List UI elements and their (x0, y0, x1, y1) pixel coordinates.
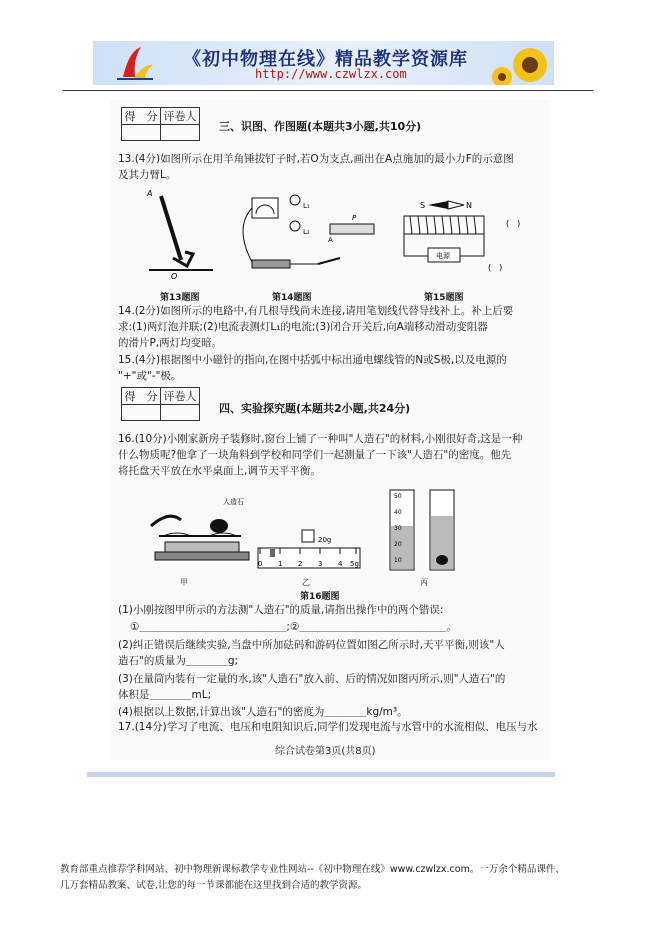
ruler-tick-4: 4 (338, 560, 343, 568)
fig16-caption: 第16题图 (300, 592, 340, 602)
question-15: 15.(4分)根据图中小磁针的指向,在图中括弧中标出通电螺线管的N或S极,以及电源的 "+"或"-"极。 (118, 354, 507, 382)
score-table (121, 107, 200, 141)
score-blank (122, 125, 161, 141)
cyl-tick-40: 40 (394, 509, 402, 516)
cyl-tick-10: 10 (394, 557, 402, 564)
weight-icon (302, 530, 314, 542)
figure-14-circuit (230, 188, 380, 273)
fig14-label-l1: L₁ (303, 202, 310, 210)
ruler-tick-3: 3 (318, 560, 323, 568)
score-cell: 得 分 (122, 108, 161, 125)
site-footer: 教育部重点推荐学科网站、初中物理新课标教学专业性网站--《初中物理在线》www.czwlzx.com。一万余个精品课件、 几万套精品教案、试卷,让您的每一节课都能在这里找到合适的教学资源。 (60, 864, 565, 891)
ruler-tick-2: 2 (298, 560, 303, 568)
fig14-label-a: A (328, 236, 333, 244)
section-4-title: 四、实验探究题(本题共2小题,共24分) (219, 402, 411, 415)
q16-part-1-blanks: ①＿＿＿＿＿＿＿＿＿＿＿＿＿＿;②＿＿＿＿＿＿＿＿＿＿＿＿＿＿。 (130, 621, 457, 633)
grader-cell: 评卷人 (161, 388, 200, 405)
fig15-caption: 第15题图 (424, 293, 464, 303)
q16-part-3: (3)在量筒内装有一定量的水,该"人造石"放入前、后的情况如图丙所示,则"人造石"的 体积是＿＿＿＿mL; (118, 673, 506, 701)
figure-16-balance (145, 496, 255, 566)
banner-url[interactable]: http://www.czwlzx.com (255, 67, 407, 81)
fig16-stone-label: 人造石 (223, 498, 244, 506)
question-13: 13.(4分)如图所示在用羊角锤拔钉子时,若O为支点,画出在A点施加的最小力F的示意图 及其力臂L。 (118, 153, 514, 181)
fig15-power: 电源 (436, 252, 450, 260)
fig15-label-n: N (466, 201, 472, 210)
question-14: 14.(2分)如图所示的电路中,有几根导线尚未连接,请用笔划线代替导线补上。补上后要 求:(1)两灯泡并联;(2)电流表测灯L₁的电流;(3)闭合开关后,向A端移动滑动变阻器 的滑片P,两灯均变暗。 (118, 305, 514, 349)
score-table-2 (121, 387, 200, 421)
fig13-caption: 第13题图 (160, 293, 200, 303)
question-17: 17.(14分)学习了电流、电压和电阻知识后,同学们发现电流与水管中的水流相似、电压与水 (118, 721, 538, 733)
cyl-tick-20: 20 (394, 541, 402, 548)
grader-blank (161, 125, 200, 141)
cyl-tick-50: 50 (394, 493, 402, 500)
fig16-weight: 20g (318, 536, 332, 544)
site-logo-icon (115, 43, 155, 83)
site-banner (93, 41, 554, 85)
q16-part-1: (1)小刚按图甲所示的方法测"人造石"的质量,请指出操作中的两个错误: (118, 604, 444, 616)
fig13-label-o: O (171, 272, 178, 281)
lamp-l2-icon (290, 221, 300, 231)
grader-blank (161, 405, 200, 421)
fig15-paren-top: ( ) (506, 219, 521, 228)
compass-needle-icon (428, 201, 448, 209)
q16-part-2: (2)纠正错误后继续实验,当盘中所加砝码和游码位置如图乙所示时,天平平衡,则该"人 造石"的质量为＿＿＿＿g; (118, 639, 505, 667)
cyl-tick-30: 30 (394, 525, 402, 532)
figure-16-ruler (256, 528, 366, 574)
q16-part-4: (4)根据以上数据,计算出该"人造石"的密度为＿＿＿＿kg/m³。 (118, 706, 408, 718)
switch-icon (318, 258, 340, 264)
fig15-paren-bottom: ( ) (488, 263, 503, 272)
fig13-label-a: A (147, 189, 153, 198)
fig14-label-p: P (352, 214, 357, 222)
figure-13-hammer (143, 190, 223, 280)
fig14-label-l2: L₂ (303, 228, 310, 236)
figure-15-solenoid (398, 190, 528, 275)
battery-icon (252, 260, 290, 268)
lamp-l1-icon (290, 195, 300, 205)
page-number: 综合试卷第3页(共8页) (275, 746, 376, 757)
stone-in-cylinder-icon (436, 555, 448, 565)
fig15-label-s: S (420, 201, 426, 210)
fig16-sub-c: 丙 (420, 578, 428, 587)
rheostat-icon (330, 224, 374, 234)
stone-icon (210, 519, 228, 533)
fig14-caption: 第14题图 (272, 293, 312, 303)
hand-icon (151, 516, 181, 526)
fig16-sub-a: 甲 (180, 578, 188, 587)
figure-16-cylinders (380, 486, 470, 576)
rider-icon (270, 549, 275, 557)
score-blank (122, 405, 161, 421)
bottom-rule (87, 772, 555, 777)
section-3-title: 三、识图、作图题(本题共3小题,共10分) (219, 120, 422, 133)
ruler-tick-5: 5g (350, 560, 359, 568)
sunflower-icon (488, 41, 554, 85)
ruler-tick-0: 0 (258, 560, 263, 568)
score-cell: 得 分 (122, 388, 161, 405)
header-rule (63, 90, 593, 91)
ruler-tick-1: 1 (278, 560, 283, 568)
banner-title: 《初中物理在线》精品教学资源库 (183, 49, 468, 70)
grader-cell: 评卷人 (161, 108, 200, 125)
fig16-sub-b: 乙 (302, 578, 310, 587)
question-16: 16.(10分)小刚家新房子装修时,窗台上铺了一种叫"人造石"的材料,小刚很好奇,这是一种 什么物质呢?他拿了一块角料到学校和同学们一起测量了一下该"人造石"的密度。他先 将托盘天平放在水平桌面上,调节天平平衡。 (118, 433, 523, 477)
